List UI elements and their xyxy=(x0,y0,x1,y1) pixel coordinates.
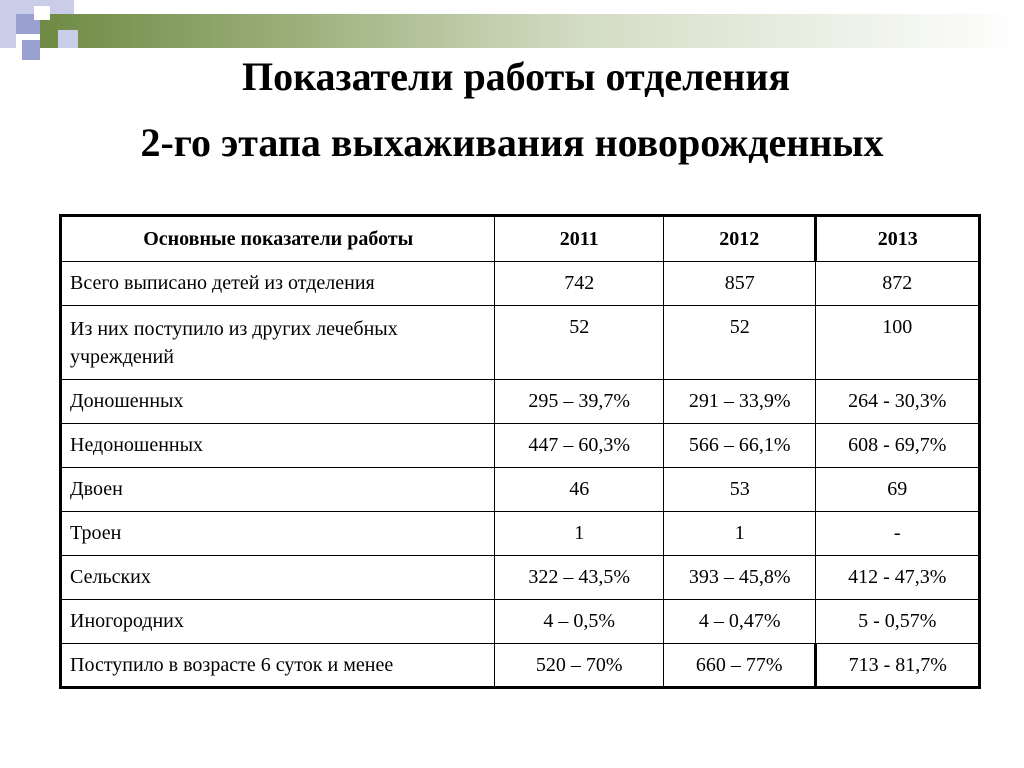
row-label: Двоен xyxy=(61,468,495,512)
row-label: Недоношенных xyxy=(61,424,495,468)
table-row xyxy=(61,512,980,556)
cell-2011: 322 – 43,5% xyxy=(495,556,663,600)
cell-2012: 1 xyxy=(663,512,816,556)
row-label: Иногородних xyxy=(61,600,495,644)
cell-2011: 742 xyxy=(495,262,663,306)
deco-square xyxy=(34,6,50,20)
row-label: Поступило в возрасте 6 суток и менее xyxy=(61,644,495,688)
row-label: Сельских xyxy=(61,556,495,600)
page-title-line-1: Показатели работы отделения xyxy=(241,54,791,99)
cell-2011: 1 xyxy=(495,512,663,556)
table-header-row xyxy=(61,216,980,262)
cell-2012: 393 – 45,8% xyxy=(663,556,816,600)
cell-2013: 5 - 0,57% xyxy=(816,600,980,644)
header-year-2012: 2012 xyxy=(663,216,816,262)
cell-2012: 857 xyxy=(663,262,816,306)
performance-table xyxy=(59,214,981,689)
table-row xyxy=(61,262,980,306)
header-gradient-bar xyxy=(40,14,1024,48)
cell-2011: 447 – 60,3% xyxy=(495,424,663,468)
cell-2013: - xyxy=(816,512,980,556)
header-year-2011: 2011 xyxy=(495,216,663,262)
cell-2013: 69 xyxy=(816,468,980,512)
table-row xyxy=(61,380,980,424)
row-label: Доношенных xyxy=(61,380,495,424)
cell-2013: 264 - 30,3% xyxy=(816,380,980,424)
cell-2011: 4 – 0,5% xyxy=(495,600,663,644)
deco-square xyxy=(0,34,16,48)
cell-2012: 4 – 0,47% xyxy=(663,600,816,644)
cell-2011: 52 xyxy=(495,306,663,380)
cell-2013: 100 xyxy=(816,306,980,380)
cell-2012: 660 – 77% xyxy=(663,644,816,688)
cell-2012: 291 – 33,9% xyxy=(663,380,816,424)
cell-2012: 52 xyxy=(663,306,816,380)
row-label: Всего выписано детей из отделения xyxy=(61,262,495,306)
table-row xyxy=(61,468,980,512)
table-row xyxy=(61,306,980,380)
cell-2012: 566 – 66,1% xyxy=(663,424,816,468)
header-indicator: Основные показатели работы xyxy=(61,216,495,262)
row-label: Троен xyxy=(61,512,495,556)
row-label: Из них поступило из других лечебных учреждений xyxy=(61,306,495,380)
cell-2012: 53 xyxy=(663,468,816,512)
table-row xyxy=(61,644,980,688)
cell-2011: 520 – 70% xyxy=(495,644,663,688)
cell-2011: 46 xyxy=(495,468,663,512)
cell-2013: 608 - 69,7% xyxy=(816,424,980,468)
page-title-line-2: 2-го этапа выхаживания новорожденных xyxy=(140,120,884,165)
cell-2011: 295 – 39,7% xyxy=(495,380,663,424)
table-row xyxy=(61,600,980,644)
deco-square xyxy=(58,30,78,48)
table-row xyxy=(61,556,980,600)
header-year-2013: 2013 xyxy=(816,216,980,262)
table-row xyxy=(61,424,980,468)
cell-2013: 872 xyxy=(816,262,980,306)
cell-2013: 713 - 81,7% xyxy=(816,644,980,688)
cell-2013: 412 - 47,3% xyxy=(816,556,980,600)
